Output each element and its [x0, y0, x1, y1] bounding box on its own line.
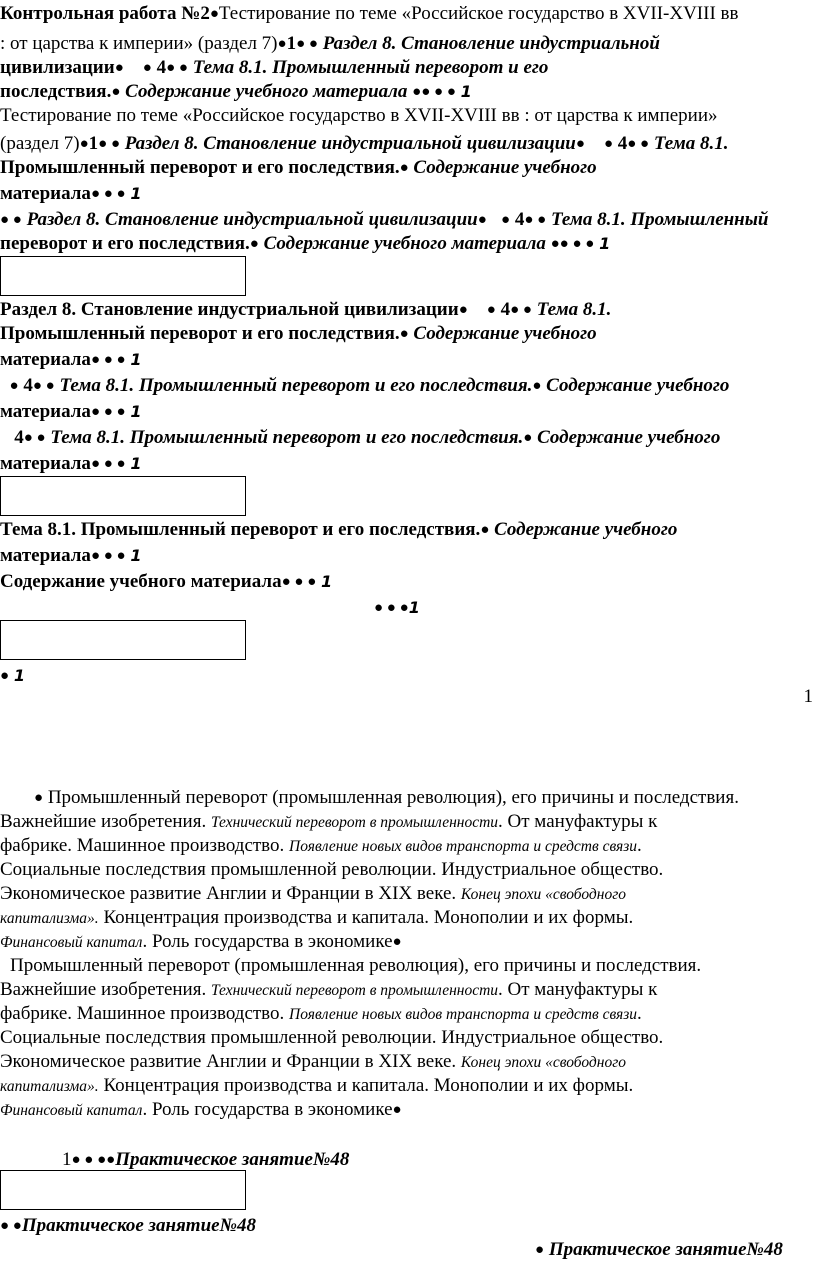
practical-line-2: ● ●Практическое занятие№48 — [0, 1215, 256, 1236]
line-15: материала● ● ● 1 — [0, 401, 142, 422]
line-12: Промышленный переворот и его последствия.● Содержание учебного — [0, 323, 597, 344]
line-22: ● 1 — [0, 666, 25, 685]
line-19: материала● ● ● 1 — [0, 545, 142, 566]
line-2: : от царства к империи» (раздел 7)●1● ● Раздел 8. Становление индустриальной — [0, 33, 660, 54]
p1-line-4: Социальные последствия промышленной революции. Индустриальное общество. — [0, 859, 664, 880]
p2-line-5: Экономическое развитие Англии и Франции в XIX веке. Конец эпохи «свободного — [0, 1051, 627, 1072]
practical-line-1: 1● ● ●●Практическое занятие№48 — [62, 1149, 350, 1170]
line-14: ● 4● ● Тема 8.1. Промышленный переворот и его последствия.● Содержание учебного — [9, 375, 730, 396]
line-9: ● ● Раздел 8. Становление индустриальной цивилизации● ● 4● ● Тема 8.1. Промышленный — [0, 209, 769, 230]
line-17: материала● ● ● 1 — [0, 453, 142, 474]
line-13: материала● ● ● 1 — [0, 349, 142, 370]
title-bold: Контрольная работа №2 — [0, 3, 210, 24]
p1-line-7: Финансовый капитал. Роль государства в экономике● — [0, 931, 402, 952]
line-16: 4● ● Тема 8.1. Промышленный переворот и его последствия.● Содержание учебного — [14, 427, 721, 448]
line-21: ● ● ●1 — [374, 598, 420, 617]
line-11: Раздел 8. Становление индустриальной цивилизации● ● 4● ● Тема 8.1. — [0, 299, 612, 320]
line-4: последствия.● Содержание учебного материала ●● ● ● 1 — [0, 81, 472, 102]
empty-box-2 — [0, 476, 246, 516]
p1-line-1: ● Промышленный переворот (промышленная революция), его причины и последствия. — [34, 787, 739, 808]
line-7: Промышленный переворот и его последствия.● Содержание учебного — [0, 157, 597, 178]
p1-line-5: Экономическое развитие Англии и Франции в XIX веке. Конец эпохи «свободного — [0, 883, 627, 904]
line-20: Содержание учебного материала● ● ● 1 — [0, 571, 333, 592]
empty-box-1 — [0, 256, 246, 296]
line-5: Тестирование по теме «Российское государство в XVII-XVIII вв : от царства к империи» — [0, 105, 718, 126]
p2-line-2: Важнейшие изобретения. Технический переворот в промышленности. От мануфактуры к — [0, 979, 658, 1000]
p1-line-2: Важнейшие изобретения. Технический переворот в промышленности. От мануфактуры к — [0, 811, 658, 832]
p2-line-6: капитализма». Концентрация производства и капитала. Монополии и их формы. — [0, 1075, 634, 1096]
p1-line-6: капитализма». Концентрация производства и капитала. Монополии и их формы. — [0, 907, 634, 928]
practical-line-3: ● Практическое занятие№48 — [535, 1239, 783, 1260]
p2-line-7: Финансовый капитал. Роль государства в экономике● — [0, 1099, 402, 1120]
p2-line-4: Социальные последствия промышленной революции. Индустриальное общество. — [0, 1027, 664, 1048]
page-number: 1 — [803, 686, 813, 707]
line-3: цивилизации● ● 4● ● Тема 8.1. Промышленный переворот и его — [0, 57, 549, 78]
p2-line-1: Промышленный переворот (промышленная революция), его причины и последствия. — [10, 955, 702, 976]
line-1: Контрольная работа №2●Тестирование по теме «Российское государство в XVII-XVIII вв — [0, 3, 739, 24]
empty-box-3 — [0, 620, 246, 660]
line-18: Тема 8.1. Промышленный переворот и его последствия.● Содержание учебного — [0, 519, 678, 540]
line-6: (раздел 7)●1● ● Раздел 8. Становление индустриальной цивилизации● ● 4● ● Тема 8.1. — [0, 133, 729, 154]
p2-line-3: фабрике. Машинное производство. Появление новых видов транспорта и средств связи. — [0, 1003, 642, 1024]
empty-box-4 — [0, 1170, 246, 1210]
p1-line-3: фабрике. Машинное производство. Появление новых видов транспорта и средств связи. — [0, 835, 642, 856]
line-8: материала● ● ● 1 — [0, 183, 142, 204]
line-10: переворот и его последствия.● Содержание учебного материала ●● ● ● 1 — [0, 233, 611, 254]
